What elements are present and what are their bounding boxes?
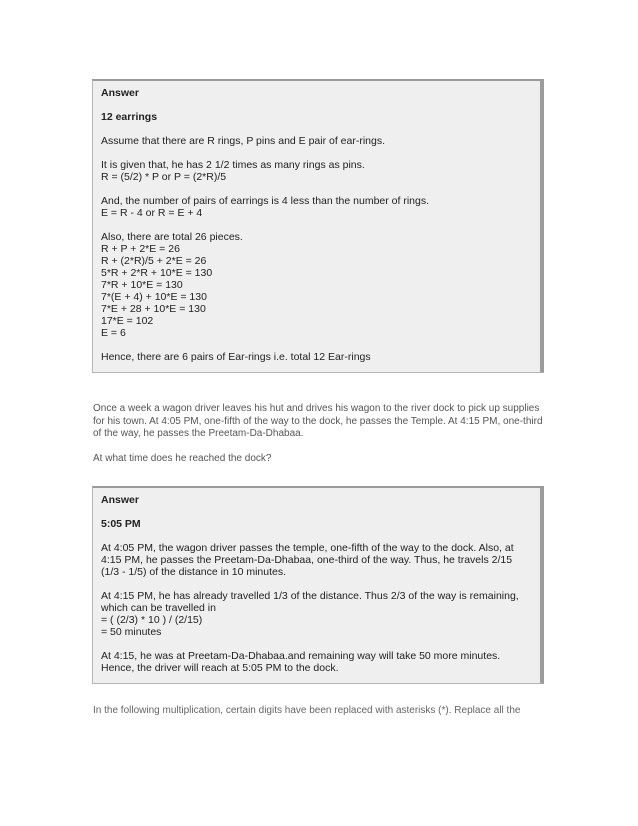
answer-label: Answer bbox=[101, 87, 139, 99]
box-bottom-padding bbox=[93, 675, 540, 683]
answer-paragraph: Also, there are total 26 pieces. R + P + 2*E = 26 R + (2*R)/5 + 2*E = 26 5*R + 2*R + 10*E = 130 7*R + 10*E = 130 7*(E + 4) + 10*E = 130 7*E + 28 + 10*E = 130 17*E = 102 E = 6 bbox=[101, 231, 243, 339]
answer-paragraph: Assume that there are R rings, P pins and E pair of ear-rings. bbox=[101, 135, 386, 147]
answer-paragraph: And, the number of pairs of earrings is 4 less than the number of rings. E = R - 4 or R = E + 4 bbox=[101, 195, 430, 219]
question-ask: At what time does he reached the dock? bbox=[93, 453, 272, 464]
question-text: Once a week a wagon driver leaves his hut and drives his wagon to the river dock to pick up supplies for his town. At 4:05 PM, one-fifth of the way to the dock, he passes the Temple. At 4:15 PM, one-third of the way, he passes the Preetam-Da-Dhabaa. bbox=[93, 403, 543, 439]
answer-paragraph: At 4:15, he was at Preetam-Da-Dhabaa.and remaining way will take 50 more minutes. Hence, the driver will reach at 5:05 PM to the dock. bbox=[101, 650, 501, 674]
answer-value: 5:05 PM bbox=[101, 518, 141, 530]
answer-value: 12 earrings bbox=[101, 111, 158, 123]
answer-paragraph: At 4:15 PM, he has already travelled 1/3 of the distance. Thus 2/3 of the way is remaining, which can be travelled in = ( (2/3) * 10 ) / (2/15) = 50 minutes bbox=[101, 590, 519, 638]
answer-paragraph: It is given that, he has 2 1/2 times as many rings as pins. R = (5/2) * P or P = (2*R)/5 bbox=[101, 159, 365, 183]
answer-box-earrings bbox=[92, 79, 544, 373]
answer-paragraph: Hence, there are 6 pairs of Ear-rings i.e. total 12 Ear-rings bbox=[101, 351, 371, 363]
box-bottom-padding bbox=[93, 364, 540, 372]
next-question-cut-off bbox=[93, 705, 543, 717]
next-question-text: In the following multiplication, certain digits have been replaced with asterisks (*). Replace all the bbox=[93, 705, 521, 716]
answer-paragraph: At 4:05 PM, the wagon driver passes the temple, one-fifth of the way to the dock. Also, at 4:15 PM, he passes the Preetam-Da-Dhabaa, one-third of the way. Thus, he travels 2/15 (1/3 - 1/5) of the distance in 10 minutes. bbox=[101, 542, 514, 578]
answer-box-wagon bbox=[92, 486, 544, 684]
answer-label: Answer bbox=[101, 494, 139, 506]
